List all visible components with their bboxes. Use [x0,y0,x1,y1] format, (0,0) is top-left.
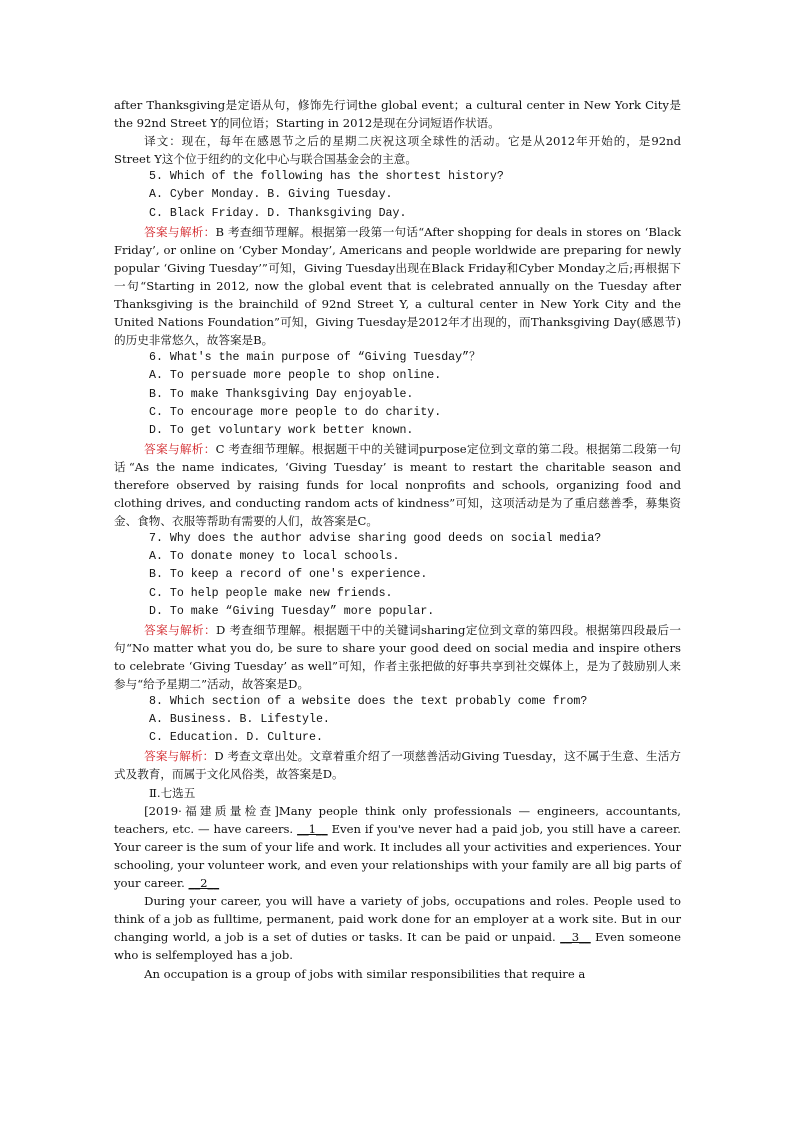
question-6-option-b: B. To make Thanksgiving Day enjoyable. [149,387,414,401]
question-8-answer [114,747,681,783]
passage-text: Even someone who is selfemployed has a job. [114,930,682,963]
document-page [114,96,681,983]
passage-text: During your career, you will have a variety of jobs, occupations and roles. People used to think of a job as fulltime, permanent, paid work done for an employer at a work site. But in our changing world, a job is a set of duties or tasks. It can be paid or unpaid. [114,894,681,945]
answer-text: C 考查细节理解。根据题干中的关键词purpose定位到文章的第二段。根据第二段第一句话“As the name indicates, ‘Giving Tuesday’ is meant to restart the charitable season and therefore observed by raising funds for local nonprofits and schools, organizing food and clothing drives, and conducting random acts of kindness”可知，这项活动是为了重启慈善季，募集资金、食物、衣服等帮助有需要的人们，故答案是C。 [114,441,681,529]
question-6-option-c: C. To encourage more people to do charity. [149,405,442,419]
question-8-options-cd: C. Education. D. Culture. [149,731,323,745]
question-7-stem: 7. Why does the author advise sharing good deeds on social media? [149,532,602,546]
question-5-answer [114,223,681,350]
source-tag: [2019·福建质量检查] [144,803,279,818]
question-5-stem: 5. Which of the following has the shortest history? [149,170,504,184]
blank-3: __3__ [560,930,591,945]
question-7-option-d: D. To make “Giving Tuesday” more popular. [149,604,435,618]
answer-label: 答案与解析： [144,622,217,637]
translation-line: 译文：现在，每年在感恩节之后的星期二庆祝这项全球性的活动。它是从2012年开始的，是92nd Street Y这个位于纽约的文化中心与联合国基金会的主意。 [114,134,681,167]
answer-text: B 考查细节理解。根据第一段第一句话“After shopping for deals in stores on ‘Black Friday’, or online on ‘Cyber Monday’, Americans and people worldwide are preparing for newly popular ‘Giving Tuesday’”可知，Giving Tuesday出现在Black Friday和Cyber Monday之后;再根据下一句“Starting in 2012, now the global event that is celebrated annually on the Tuesday after Thanksgiving is the brainchild of 92nd Street Y, a cultural center in New York City and the United Nations Foundation”可知，Giving Tuesday是2012年才出现的，而Thanksgiving Day(感恩节)的历史非常悠久，故答案是B。 [114,224,681,348]
question-6-option-a: A. To persuade more people to shop online. [149,369,442,383]
section-title: Ⅱ.七选五 [149,785,196,800]
passage-paragraph-2 [114,892,681,964]
passage-paragraph-1 [114,802,681,892]
answer-text: D 考查细节理解。根据题干中的关键词sharing定位到文章的第四段。根据第四段最后一句“No matter what you do, be sure to share your good deed on social media and inspire others to celebrate ‘Giving Tuesday’ as well”可知，作者主张把做的好事共享到社交媒体上，是为了鼓励别人来参与“给予星期二”活动，故答案是D。 [114,622,681,691]
blank-2: __2__ [188,876,220,891]
answer-label: 答案与解析： [144,224,216,239]
passage-paragraph-3: An occupation is a group of jobs with similar responsibilities that require a [144,966,586,981]
answer-text: D 考查文章出处。文章着重介绍了一项慈善活动Giving Tuesday，这不属于生意、生活方式及教育，而属于文化风俗类，故答案是D。 [114,749,681,782]
question-7-option-b: B. To keep a record of one's experience. [149,568,428,582]
answer-label: 答案与解析： [144,749,215,764]
passage-text: Many people think only professionals — engineers, accountants, teachers, etc. — have careers. [114,803,681,836]
question-8-stem: 8. Which section of a website does the text probably come from? [149,695,588,709]
question-6-answer [114,440,681,530]
passage-text: Even if you've never had a paid job, you still have a career. Your career is the sum of your life and work. It includes all your activities and experiences. Your schooling, your volunteer work, and even your relationships with your family are all big parts of your career. [114,821,681,891]
question-7-answer [114,621,681,693]
question-6-option-d: D. To get voluntary work better known. [149,423,414,437]
question-5-options-ab: A. Cyber Monday. B. Giving Tuesday. [149,188,393,202]
question-8-options-ab: A. Business. B. Lifestyle. [149,713,330,727]
question-5-options-cd: C. Black Friday. D. Thanksgiving Day. [149,206,407,220]
explanation-line: after Thanksgiving是定语从句，修饰先行词the global event；a cultural center in New York City是the 92nd Street Y的同位语；Starting in 2012是现在分词短语作状语。 [114,98,681,131]
question-7-option-a: A. To donate money to local schools. [149,550,400,564]
answer-label: 答案与解析： [144,441,216,456]
blank-1: __1__ [297,821,328,836]
question-6-stem: 6. What's the main purpose of “Giving Tuesday”？ [149,351,481,365]
question-7-option-c: C. To help people make new friends. [149,586,393,600]
